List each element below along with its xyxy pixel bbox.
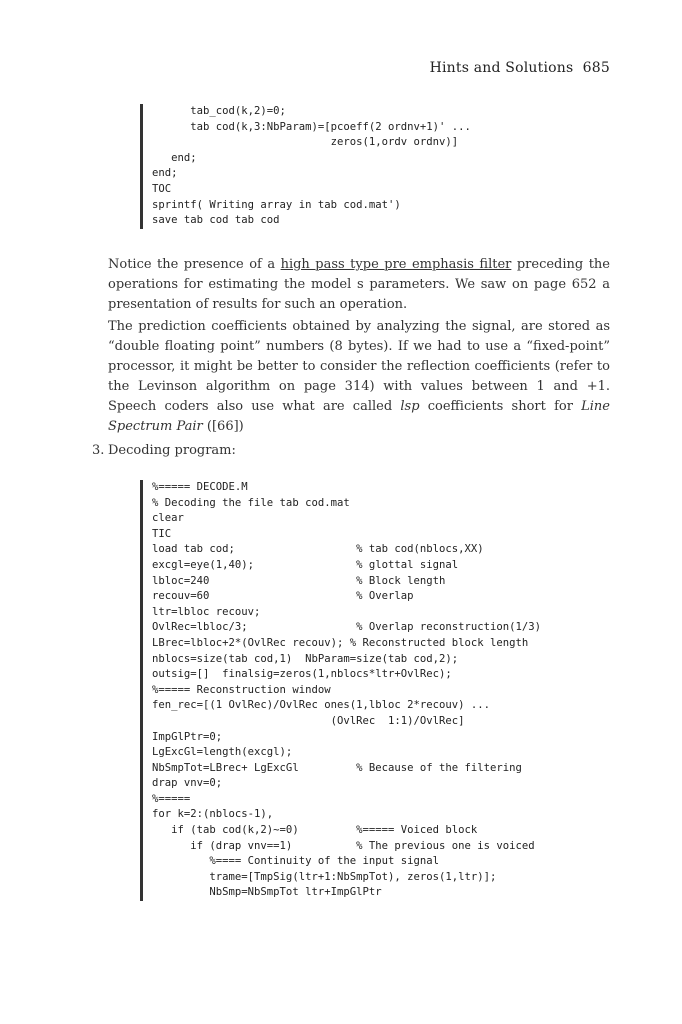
- paragraph-prediction-coefficients: [108, 317, 610, 437]
- page-number: 685: [582, 60, 610, 76]
- code-line: trame=[TmpSig(ltr+1:NbSmpTot), zeros(1,ltr)];: [152, 870, 497, 883]
- code-line: TOC: [152, 182, 172, 195]
- code-line: end;: [152, 151, 197, 164]
- code-line: % Decoding the file tab cod.mat: [152, 496, 350, 509]
- list-item-decoding: [92, 443, 236, 458]
- code-line: LgExcGl=length(excgl);: [152, 746, 293, 759]
- code-line: clear: [152, 512, 184, 525]
- code-block-decode: [140, 480, 541, 901]
- code-line: load tab cod; % tab cod(nblocs,XX): [152, 543, 484, 556]
- code-line: tab_cod(k,2)=0;: [152, 105, 286, 117]
- header-title: Hints and Solutions: [429, 60, 574, 76]
- paragraph-pre-emphasis: [108, 255, 610, 315]
- code-line: zeros(1,ordv ordnv)]: [152, 136, 459, 149]
- code-line: fen_rec=[(1 OvlRec)/OvlRec ones(1,lbloc 2*recouv) ...: [152, 699, 491, 712]
- code-line: (OvlRec 1:1)/OvlRec]: [152, 714, 465, 727]
- code-line: if (drap vnv==1) % The previous one is voiced: [152, 839, 535, 852]
- code-line: outsig=[] finalsig=zeros(1,nblocs*ltr+OvlRec);: [152, 668, 452, 681]
- list-item-number: 3.: [92, 443, 105, 458]
- lsp-term: lsp: [400, 399, 420, 414]
- code-line: save tab cod tab cod: [152, 214, 280, 227]
- code-line: NbSmpTot=LBrec+ LgExcGl % Because of the filtering: [152, 761, 522, 774]
- code-line: %=====: [152, 792, 191, 805]
- paragraph-2-text-b: coefficients short for: [419, 399, 582, 414]
- lsp-full-name: Line Spectrum Pair: [108, 399, 610, 434]
- code-line: ltr=lbloc recouv;: [152, 605, 261, 618]
- code-block-encode-end: [140, 104, 471, 229]
- code-line: NbSmp=NbSmpTot ltr+ImpGlPtr: [152, 886, 382, 899]
- code-line: LBrec=lbloc+2*(OvlRec recouv); % Reconstructed block length: [152, 636, 529, 649]
- code-line: tab cod(k,3:NbParam)=[pcoeff(2 ordnv+1)' ...: [152, 120, 471, 133]
- code-line: %==== Continuity of the input signal: [152, 855, 440, 868]
- paragraph-1-text-a: Notice the presence of a: [108, 257, 281, 272]
- paragraph-2-text-c: ([66]): [202, 419, 244, 434]
- code-line: %===== Reconstruction window: [152, 683, 331, 696]
- code-line: sprintf( Writing array in tab cod.mat'): [152, 198, 401, 211]
- code-line: recouv=60 % Overlap: [152, 590, 414, 603]
- code-line: excgl=eye(1,40); % glottal signal: [152, 558, 459, 571]
- code-line: for k=2:(nblocs-1),: [152, 808, 274, 821]
- code-line: drap vnv=0;: [152, 777, 223, 790]
- paragraph-2-text-a: The prediction coefficients obtained by analyzing the signal, are stored as “double floating point” numbers (8 bytes). If we had to use a “fixed-point” processor, it might be better to consider the reflection coefficients (refer to the Levinson algorithm on page 314) with values between 1 and +1. Speech coders also use what are called: [108, 319, 610, 414]
- code-line: %===== DECODE.M: [152, 481, 248, 493]
- code-line: OvlRec=lbloc/3; % Overlap reconstruction(1/3): [152, 621, 542, 634]
- code-line: ImpGlPtr=0;: [152, 730, 223, 743]
- running-header: [430, 60, 610, 76]
- paragraph-1-emphasis: high pass type pre emphasis filter: [280, 257, 512, 272]
- code-line: lbloc=240 % Block length: [152, 574, 446, 587]
- code-line: if (tab cod(k,2)~=0) %===== Voiced block: [152, 824, 478, 837]
- code-line: nblocs=size(tab cod,1) NbParam=size(tab cod,2);: [152, 652, 459, 665]
- list-item-label: Decoding program:: [108, 443, 236, 458]
- code-line: end;: [152, 167, 178, 180]
- code-line: TIC: [152, 527, 172, 540]
- paragraph-1-text-b: preceding the operations for estimating the model s parameters. We saw on page 652 a presentation of results for such an operation.: [108, 257, 610, 312]
